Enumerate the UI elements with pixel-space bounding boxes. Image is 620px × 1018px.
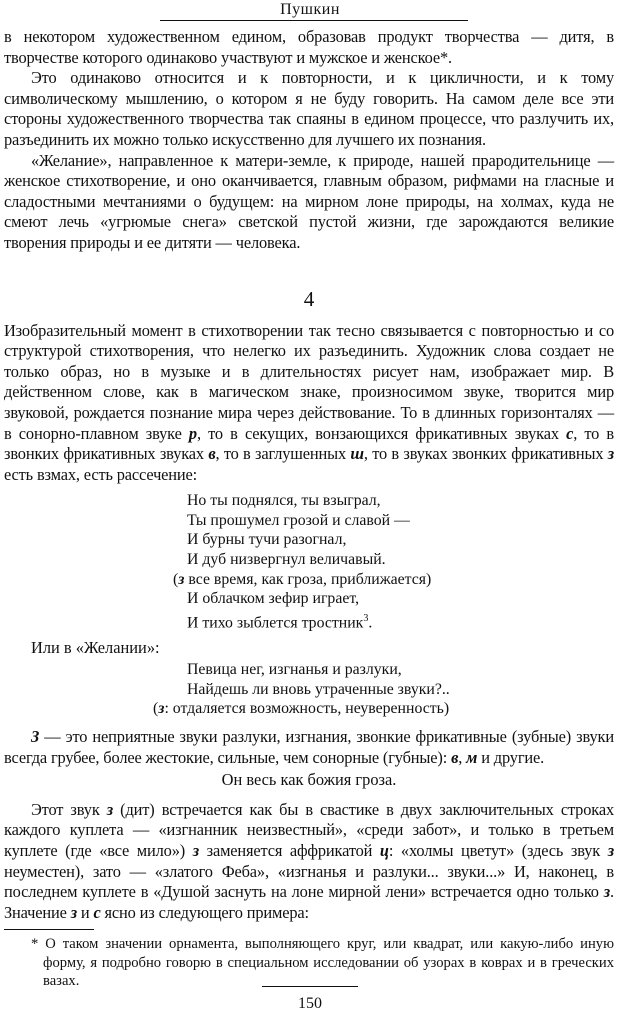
intro-line: Или в «Желании»:: [31, 637, 160, 657]
verse-1-line-6-text: И тихо зыблется тростник: [187, 614, 364, 632]
paragraph-6-text-d: : «холмы цветут» (здесь звук: [388, 841, 608, 861]
paragraph-6-text-h: ясно из следующего примера:: [100, 902, 309, 922]
paragraph-1: в некотором художественном едином, образовав продукт творчества — дитя, в творчестве которого одинаково участвуют и мужское и женское*.: [4, 27, 614, 67]
sound-s: с: [566, 423, 574, 443]
paragraph-5-text-b: ,: [458, 747, 467, 767]
sound-ts: ц: [379, 841, 389, 861]
paragraph-5: [4, 727, 614, 768]
paragraph-4-text-a: Изобразительный момент в стихотворении так тесно связывается с повторностью и со структурой стихотворения, что нелегко их разъединить. Художник слова создает не только образ, но в музыке и в длительностях рисует нам, изображает мир. В действенном слове, как в магическом знаке, произносимом звуке, творится мир звуковой, рождается познание мира через действование. То в длинных горизонталях — в сонорно-плавном звуке: [4, 320, 614, 443]
header-rule: [160, 20, 468, 21]
sound-sh: ш: [350, 444, 364, 464]
verse-2-line-1: Певица нег, изгнанья и разлуки,: [187, 661, 402, 679]
paragraph-6-text-b: (дит) встречается как бы в свастике в двух заключительных строках каждого куплета — «изгнанник неизвестный», «среди забот», и только в третьем куплете (где «все мило»): [4, 799, 614, 861]
paragraph-4-text-d: , то в заглушенных: [215, 444, 351, 464]
verse-1-line-6: [187, 609, 614, 633]
verse-2-note-z: з: [158, 700, 165, 718]
paragraph-3: «Желание», направленное к матери-земле, к природе, нашей прародительнице — женское стихотворение, и оно оканчивается, главным образом, рифмами на гласные и сладостными мечтаниями о будущем: на мирном лоне природы, на холмах, куда не смеют лечь «угрюмые снега» светской пустой жизни, где зарождаются великие творения природы и ее дитяти — человека.: [4, 150, 614, 252]
verse-1-note: (з все время, как гроза, приближается): [173, 570, 432, 588]
paragraph-4-text-b: , то в секущих, вонзающихся фрикативных звуках: [196, 423, 567, 443]
sound-v-2: в: [451, 747, 459, 767]
sound-z-2: з: [192, 841, 199, 861]
verse-quote-2: [153, 660, 614, 719]
sound-m: м: [466, 747, 478, 767]
footer-rule: [262, 986, 358, 987]
sound-z: з: [607, 444, 614, 464]
paragraph-6-text-g: и: [76, 902, 94, 922]
sound-z-5: з: [70, 902, 77, 922]
sound-z-3: з: [607, 841, 614, 861]
verse-2-note-text: : отдаляется возможность, неуверенность): [164, 700, 450, 718]
verse-1-line-1: Но ты поднялся, ты взыграл,: [187, 492, 381, 510]
sound-s-2: с: [93, 902, 101, 922]
paragraph-4-text-e: , то в звуках звонких фрикативных: [363, 444, 608, 464]
paragraph-6: [4, 800, 614, 924]
running-header: Пушкин: [280, 1, 340, 18]
page-number: 150: [298, 995, 322, 1012]
paragraph-4-text-f: есть взмах, есть рассечение:: [4, 464, 198, 484]
paragraph-2: Это одинаково относится и к повторности, и к цикличности, и к тому символическому мышлению, о котором я не буду говорить. На самом деле все эти стороны художественного творчества так спаяны в едином процессе, что разлучить их, разъединить их можно только искусственно для лучшего их познания.: [4, 68, 614, 149]
verse-2-note: (з: отдаляется возможность, неуверенность): [153, 700, 450, 718]
paragraph-6-text-c: заменяется аффрикатой: [198, 841, 380, 861]
sound-r: р: [188, 423, 197, 443]
verse-1-line-3: И бурны тучи разогнал,: [187, 531, 347, 549]
footnote-rule: [4, 929, 94, 930]
sound-z-4: з: [603, 882, 611, 902]
sound-z-1: з: [106, 799, 114, 819]
paragraph-6-text-f: . Значение: [4, 882, 614, 922]
paragraph-5-text-c: и другие.: [477, 747, 545, 767]
verse-1-note-text: все время, как гроза, приближается): [184, 570, 432, 588]
sound-z-capital: З: [31, 727, 40, 747]
paragraph-6-text-a: Этот звук: [31, 799, 107, 819]
verse-2-line-2: Найдешь ли вновь утраченные звуки?..: [187, 680, 450, 698]
sound-v: в: [208, 444, 216, 464]
paragraph-4-text-c: , то в звонких фрикативных звуках: [4, 423, 614, 464]
paragraph-4: [4, 321, 614, 486]
footnote-ref-3: 3: [363, 612, 369, 624]
paragraph-5-text-a: — это неприятные звуки разлуки, изгнания, звонкие фрикативные (зубные) звуки всегда грубее, более жестокие, сильные, чем сонорные (губные):: [4, 727, 614, 767]
verse-quote-1: [173, 491, 614, 632]
footnote: * О таком значении орнамента, выполняющего круг, или квадрат, или какую-либо иную форму, я подробно говорю в специальном исследовании об узорах в коврах и в греческих вазах.: [31, 936, 614, 989]
center-quote: Он весь как божия гроза.: [221, 770, 397, 790]
verse-1-line-4: И дуб низвергнул величавый.: [187, 551, 386, 569]
verse-1-line-5: И облачком зефир играет,: [187, 590, 360, 608]
verse-1-line-6-end: .: [368, 614, 373, 632]
section-number: 4: [303, 286, 315, 311]
paragraph-6-text-e: неуместен), зато — «златого Феба», «изгнанья и разлуки... звуки...» И, наконец, в последнем куплете в «Душой заснуть на лоне мирной лени» встречается одно только: [4, 861, 614, 902]
verse-1-note-z: з: [178, 570, 185, 588]
page-body: [4, 27, 614, 990]
verse-1-line-2: Ты прошумел грозой и славой —: [187, 511, 410, 529]
